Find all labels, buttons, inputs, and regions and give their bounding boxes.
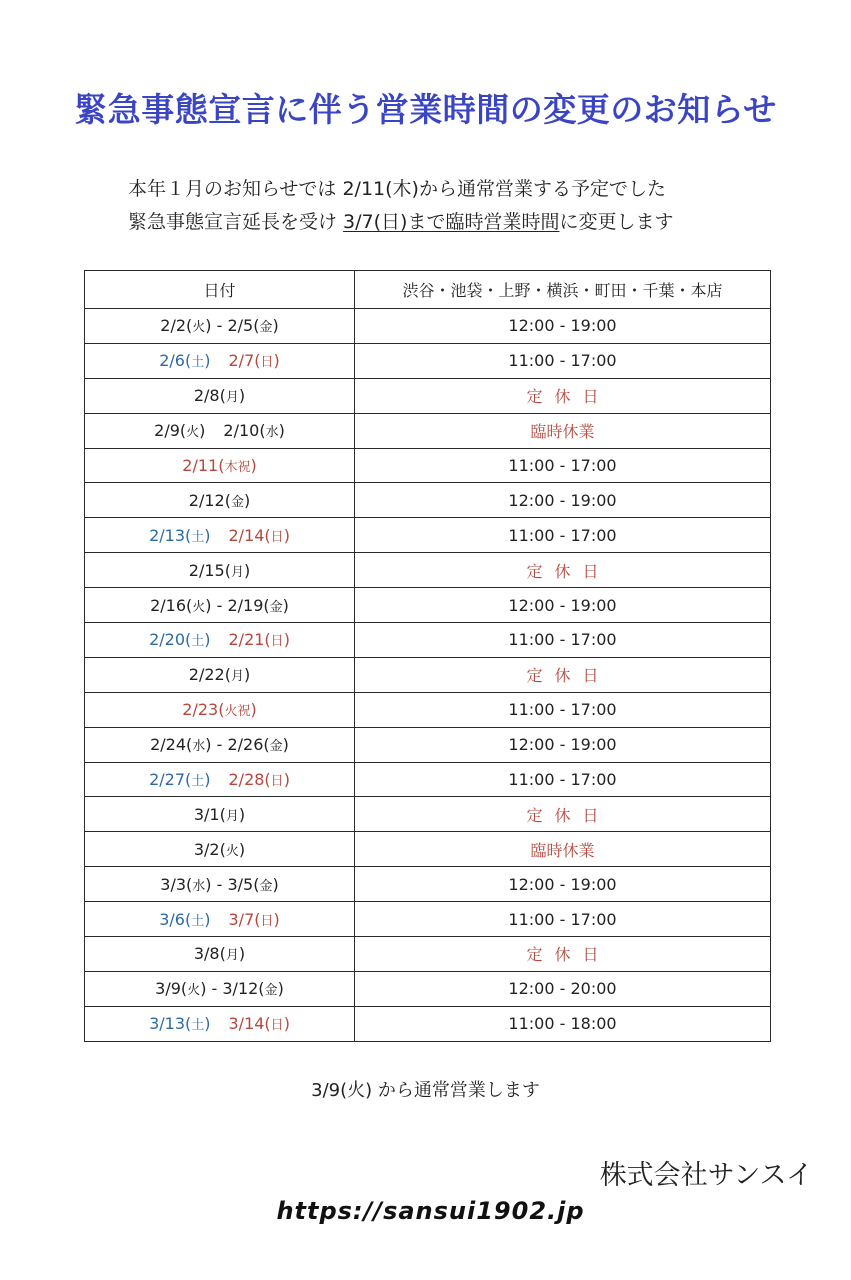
- sunday-date: [229, 630, 290, 649]
- closed-cell: [355, 553, 771, 588]
- temporary-closure-label: 臨時休業: [530, 422, 595, 442]
- date-cell: [85, 343, 355, 378]
- date-text: 3/7(: [228, 909, 261, 929]
- table-row: [85, 937, 771, 972]
- sunday-date: [229, 1014, 290, 1033]
- date-cell: [85, 867, 355, 902]
- single-date: [194, 386, 245, 405]
- weekday-text: 水: [192, 878, 206, 894]
- date-text: ): [277, 979, 284, 999]
- date-text: 2/22(: [188, 665, 231, 685]
- date-text: ): [250, 456, 257, 475]
- saturday-date: [149, 770, 210, 789]
- closed-label: 定休日: [526, 666, 611, 686]
- table-row: [85, 553, 771, 588]
- sunday-date: [229, 351, 280, 370]
- weekday-text: 月: [230, 669, 244, 685]
- closed-label: 定休日: [526, 945, 611, 965]
- date-text: 2/23(: [182, 700, 225, 720]
- single-date: [189, 561, 250, 580]
- saturday-date: [149, 526, 210, 545]
- schedule-table: [84, 270, 771, 1042]
- date-text: 2/15(: [188, 560, 231, 580]
- date-cell: [85, 971, 355, 1006]
- date-text: ): [238, 944, 246, 964]
- weekday-text: 金: [230, 494, 244, 510]
- date-text: ) - 2/26(: [205, 735, 270, 755]
- weekday-text: 金: [259, 320, 273, 336]
- date-text: ): [238, 804, 246, 824]
- website-url[interactable]: https://sansui1902.jp: [276, 1197, 585, 1225]
- date-cell: [85, 309, 355, 344]
- sunday-date: [229, 770, 290, 789]
- date-text: 3/3(: [160, 874, 193, 894]
- date-text: 2/10(: [223, 421, 266, 441]
- hours-cell: 11:00 - 17:00: [355, 623, 771, 658]
- weekday-text: 火: [225, 843, 239, 859]
- closed-cell: [355, 937, 771, 972]
- date-text: ) - 2/19(: [205, 595, 270, 615]
- table-row: [85, 902, 771, 937]
- table-header-row: [85, 271, 771, 309]
- intro-line-2: [128, 206, 673, 239]
- hours-cell: 11:00 - 17:00: [355, 692, 771, 727]
- weekday-text: 金: [269, 599, 283, 615]
- date-cell: [85, 797, 355, 832]
- weekday-text: 土: [191, 913, 205, 929]
- table-row: [85, 518, 771, 553]
- date-text: ): [243, 560, 251, 580]
- weekday-text: 火: [192, 320, 206, 336]
- single-date: [194, 805, 245, 824]
- hours-cell: 11:00 - 17:00: [355, 343, 771, 378]
- date-text: 3/13(: [149, 1014, 192, 1034]
- date-text: 2/16(: [150, 595, 193, 615]
- date-text: ): [204, 351, 211, 371]
- holiday-date: [182, 456, 256, 475]
- weekday-text: 木祝: [224, 460, 251, 475]
- date-cell: [85, 832, 355, 867]
- table-row: [85, 413, 771, 448]
- weekday-text: 火: [192, 599, 206, 615]
- date-text: 2/11(: [182, 456, 225, 475]
- holiday-date: [182, 700, 256, 719]
- weekday-text: 月: [225, 948, 239, 964]
- date-text: 3/1(: [193, 804, 226, 824]
- date-text: 2/2(: [160, 316, 193, 336]
- date-text: 2/20(: [149, 630, 192, 650]
- saturday-date: [149, 630, 210, 649]
- closed-cell: [355, 378, 771, 413]
- date-cell: [85, 727, 355, 762]
- weekday-text: 金: [259, 878, 273, 894]
- date-text: ): [204, 1014, 211, 1034]
- table-row: [85, 692, 771, 727]
- date-text: 3/9(: [155, 979, 188, 999]
- header-date: 日付: [85, 271, 355, 309]
- table-row: [85, 657, 771, 692]
- date-text: ): [272, 316, 279, 336]
- hours-cell: 11:00 - 17:00: [355, 518, 771, 553]
- date-text: ): [243, 490, 251, 510]
- date-text: 2/28(: [228, 770, 271, 790]
- date-text: ) - 2/5(: [205, 316, 260, 336]
- weekday-text: 日: [270, 1018, 284, 1034]
- weekday-text: 日: [270, 529, 284, 545]
- date-text: ): [250, 700, 257, 720]
- company-name: 株式会社サンスイ: [599, 1160, 813, 1191]
- hours-cell: 12:00 - 20:00: [355, 971, 771, 1006]
- table-row: [85, 832, 771, 867]
- sunday-date: [223, 421, 284, 440]
- weekday-text: 土: [191, 1018, 205, 1034]
- hours-cell: 12:00 - 19:00: [355, 867, 771, 902]
- hours-cell: 11:00 - 17:00: [355, 448, 771, 483]
- date-cell: [85, 623, 355, 658]
- date-text: ): [282, 595, 289, 615]
- date-cell: [85, 762, 355, 797]
- intro-line-2-prefix: 緊急事態宣言延長を受け: [128, 211, 344, 233]
- date-text: 2/8(: [193, 386, 226, 406]
- table-row: [85, 1006, 771, 1041]
- weekday-text: 日: [270, 774, 284, 790]
- saturday-date: [149, 1014, 210, 1033]
- table-row: [85, 588, 771, 623]
- weekday-text: 日: [260, 913, 274, 929]
- date-text: ): [283, 1014, 290, 1034]
- table-row: [85, 623, 771, 658]
- date-text: 2/14(: [228, 525, 271, 545]
- date-cell: [85, 1006, 355, 1041]
- weekday-text: 月: [225, 390, 239, 406]
- date-text: ): [243, 665, 251, 685]
- date-cell: [85, 657, 355, 692]
- weekday-text: 水: [265, 425, 279, 441]
- table-row: [85, 343, 771, 378]
- weekday-text: 日: [270, 634, 284, 650]
- weekday-text: 金: [269, 739, 283, 755]
- sunday-date: [229, 526, 290, 545]
- hours-cell: 11:00 - 17:00: [355, 902, 771, 937]
- date-text: ): [272, 874, 279, 894]
- date-cell: [85, 483, 355, 518]
- intro-line-1: 本年１月のお知らせでは 2/11(木)から通常営業する予定でした: [128, 178, 666, 200]
- table-row: [85, 867, 771, 902]
- weekday-text: 火祝: [224, 704, 251, 720]
- date-text: 2/12(: [188, 490, 231, 510]
- closed-label: 定休日: [526, 805, 611, 825]
- hours-cell: 12:00 - 19:00: [355, 309, 771, 344]
- hours-cell: 12:00 - 19:00: [355, 483, 771, 518]
- footnote: 3/9(火) から通常営業します: [311, 1080, 540, 1101]
- intro-text: [128, 173, 673, 239]
- temporary-closure-cell: [355, 832, 771, 867]
- table-row: [85, 762, 771, 797]
- date-cell: [85, 413, 355, 448]
- date-cell: [85, 518, 355, 553]
- weekday-text: 日: [260, 355, 274, 371]
- single-date: [189, 665, 250, 684]
- date-cell: [85, 448, 355, 483]
- table-row: [85, 309, 771, 344]
- single-date: [194, 840, 245, 859]
- closed-cell: [355, 657, 771, 692]
- saturday-date: [159, 910, 210, 929]
- date-text: ): [283, 525, 290, 545]
- date-text: ) - 3/5(: [205, 874, 260, 894]
- date-text: ): [283, 630, 290, 650]
- date-cell: [85, 902, 355, 937]
- closed-label: 定休日: [526, 387, 611, 407]
- closed-label: 定休日: [526, 561, 611, 581]
- weekday-text: 土: [191, 634, 205, 650]
- hours-cell: 12:00 - 19:00: [355, 727, 771, 762]
- weekday-text: 火: [187, 983, 201, 999]
- weekday-text: 月: [225, 808, 239, 824]
- hours-cell: 11:00 - 17:00: [355, 762, 771, 797]
- weekday-text: 月: [230, 564, 244, 580]
- date-text: ) - 3/12(: [200, 979, 265, 999]
- saturday-date: [159, 351, 210, 370]
- date-cell: [85, 588, 355, 623]
- date-text: ): [273, 909, 280, 929]
- sunday-date: [229, 910, 280, 929]
- temporary-closure-cell: [355, 413, 771, 448]
- weekday-text: 土: [191, 774, 205, 790]
- date-text: ): [199, 421, 206, 441]
- date-text: 3/2(: [193, 839, 226, 859]
- date-text: ): [238, 386, 246, 406]
- weekday-text: 火: [186, 425, 200, 441]
- date-text: 3/14(: [228, 1014, 271, 1034]
- date-text: ): [238, 839, 246, 859]
- closed-cell: [355, 797, 771, 832]
- date-cell: [85, 553, 355, 588]
- weekday-text: 土: [191, 529, 205, 545]
- date-text: 2/24(: [150, 735, 193, 755]
- intro-line-2-underlined: 3/7(日)まで臨時営業時間: [343, 211, 560, 233]
- table-row: [85, 971, 771, 1006]
- date-text: 2/21(: [228, 630, 271, 650]
- single-date: [189, 491, 250, 510]
- table-row: [85, 797, 771, 832]
- page-title: 緊急事態宣言に伴う営業時間の変更のお知らせ: [74, 90, 777, 129]
- weekday-text: 土: [191, 355, 205, 371]
- hours-cell: 11:00 - 18:00: [355, 1006, 771, 1041]
- weekday-text: 水: [192, 739, 206, 755]
- table-row: [85, 727, 771, 762]
- table-row: [85, 483, 771, 518]
- header-stores: 渋谷・池袋・上野・横浜・町田・千葉・本店: [355, 271, 771, 309]
- date-text: ): [204, 525, 211, 545]
- weekday-text: 金: [264, 983, 278, 999]
- date-text: 2/6(: [159, 351, 192, 371]
- date-text: ): [283, 770, 290, 790]
- table-row: [85, 378, 771, 413]
- intro-line-2-suffix: に変更します: [559, 211, 674, 233]
- date-text: ): [273, 351, 280, 371]
- date-text: ): [204, 909, 211, 929]
- date-text: 3/8(: [193, 944, 226, 964]
- table-row: [85, 448, 771, 483]
- date-text: 2/9(: [154, 421, 187, 441]
- date-text: ): [204, 770, 211, 790]
- date-text: ): [204, 630, 211, 650]
- single-date: [194, 944, 245, 963]
- date-cell: [85, 937, 355, 972]
- date-text: 2/13(: [149, 525, 192, 545]
- date-text: 2/7(: [228, 351, 261, 371]
- date-text: 3/6(: [159, 909, 192, 929]
- temporary-closure-label: 臨時休業: [530, 840, 595, 860]
- schedule-rows: [85, 309, 771, 1042]
- date-cell: [85, 692, 355, 727]
- saturday-date: [154, 421, 205, 440]
- date-text: 2/27(: [149, 770, 192, 790]
- date-text: ): [278, 421, 285, 441]
- date-text: ): [282, 735, 289, 755]
- date-cell: [85, 378, 355, 413]
- hours-cell: 12:00 - 19:00: [355, 588, 771, 623]
